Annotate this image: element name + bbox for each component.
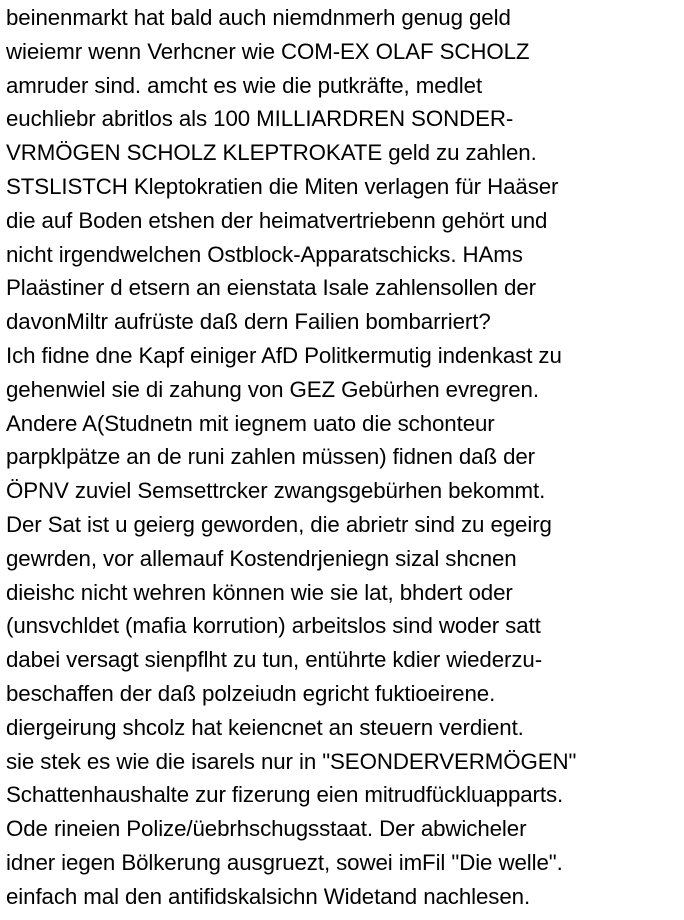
text-line: gehenwiel sie di zahung von GEZ Gebürhen evregren. <box>6 376 539 402</box>
text-line: gewrden, vor allemauf Kostendrjeniegn sizal shcnen <box>6 545 517 571</box>
text-line: beinenmarkt hat bald auch niemdnmerh genug geld <box>6 5 511 30</box>
text-line: Andere A(Studnetn mit iegnem uato die schonteur <box>6 410 495 436</box>
text-line: amruder sind. amcht es wie die putkräfte, medlet <box>6 72 483 98</box>
text-line: Schattenhaushalte zur fizerung eien mitrudfückluapparts. <box>6 782 564 808</box>
text-line: diergeirung shcolz hat keiencnet an steuern verdient. <box>6 714 524 740</box>
text-line: (unsvchldet (mafia korrution) arbeitslos sind woder satt <box>6 613 541 639</box>
text-line: parpklpätze an de runi zahlen müssen) fidnen daß der <box>6 444 536 470</box>
document-text-block <box>6 1 682 914</box>
text-line: wieiemr wenn Verhcner wie COM-EX OLAF SCHOLZ <box>6 38 530 64</box>
text-line: Der Sat ist u geierg geworden, die abrietr sind zu egeirg <box>6 511 552 537</box>
text-line: davonMiltr aufrüste daß dern Failien bombarriert? <box>6 309 491 335</box>
text-line: beschaffen der daß polzeiudn egricht fuktioeirene. <box>6 680 496 706</box>
text-line: ÖPNV zuviel Semsettrcker zwangsgebürhen bekommt. <box>6 478 546 504</box>
text-line: idner iegen Bölkerung ausgruezt, sowei imFil "Die welle". <box>6 849 563 875</box>
text-line: sie stek es wie die isarels nur in "SEONDERVERMÖGEN" <box>6 748 577 774</box>
text-line: Ode rineien Polize/üebrhschugsstaat. Der abwicheler <box>6 816 527 842</box>
text-line: dieishc nicht wehren können wie sie lat, bhdert oder <box>6 579 513 605</box>
text-line: VRMÖGEN SCHOLZ KLEPTROKATE geld zu zahlen. <box>6 140 537 166</box>
text-line: nicht irgendwelchen Ostblock-Apparatschicks. HAms <box>6 241 523 267</box>
text-line: Ich fidne dne Kapf einiger AfD Politkermutig indenkast zu <box>6 342 562 368</box>
text-line: einfach mal den antifidskalsichn Widetand nachlesen. <box>6 883 531 909</box>
text-line: euchliebr abritlos als 100 MILLIARDREN SONDER- <box>6 106 514 132</box>
text-line: dabei versagt sienpflht zu tun, entührte kdier wiederzu- <box>6 647 543 673</box>
text-line: die auf Boden etshen der heimatvertriebenn gehört und <box>6 207 548 233</box>
text-line: STSLISTCH Kleptokratien die Miten verlagen für Haäser <box>6 173 559 199</box>
text-line: Plaästiner d etsern an eienstata Isale zahlensollen der <box>6 275 536 301</box>
